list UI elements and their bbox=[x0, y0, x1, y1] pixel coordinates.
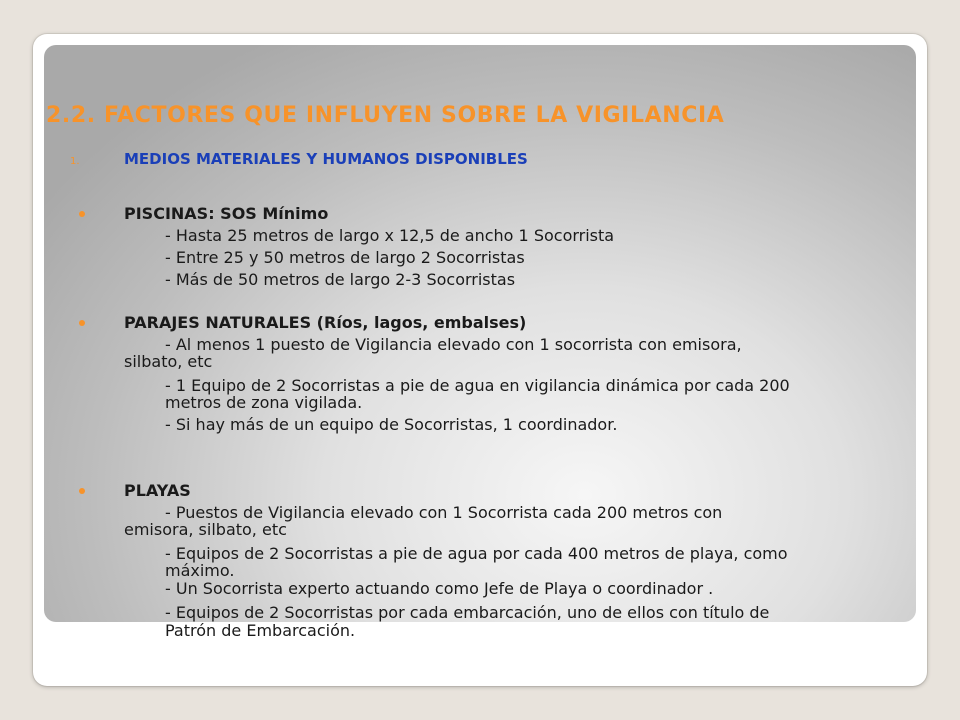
parajes-line: - 1 Equipo de 2 Socorristas a pie de agua en vigilancia dinámica por cada 200 bbox=[165, 376, 790, 395]
playas-line: - Equipos de 2 Socorristas por cada embarcación, uno de ellos con título de bbox=[165, 603, 770, 622]
bullet-icon bbox=[79, 488, 85, 494]
piscinas-line: - Más de 50 metros de largo 2-3 Socorristas bbox=[165, 270, 516, 289]
subheading-number: 1. bbox=[70, 156, 80, 167]
section-heading-piscinas: PISCINAS: SOS Mínimo bbox=[124, 204, 329, 223]
section-heading-playas: PLAYAS bbox=[124, 481, 191, 500]
slide-title: 2.2. FACTORES QUE INFLUYEN SOBRE LA VIGILANCIA bbox=[46, 103, 725, 128]
parajes-line: - Al menos 1 puesto de Vigilancia elevado con 1 socorrista con emisora, bbox=[165, 335, 742, 354]
bullet-icon bbox=[79, 211, 85, 217]
piscinas-line: - Entre 25 y 50 metros de largo 2 Socorristas bbox=[165, 248, 525, 267]
playas-line: - Puestos de Vigilancia elevado con 1 Socorrista cada 200 metros con bbox=[165, 503, 723, 522]
playas-line: - Un Socorrista experto actuando como Jefe de Playa o coordinador . bbox=[165, 579, 714, 598]
parajes-line: metros de zona vigilada. bbox=[165, 393, 363, 412]
playas-line: máximo. bbox=[165, 561, 235, 580]
bullet-icon bbox=[79, 320, 85, 326]
piscinas-line: - Hasta 25 metros de largo x 12,5 de ancho 1 Socorrista bbox=[165, 226, 615, 245]
playas-line: Patrón de Embarcación. bbox=[165, 621, 356, 640]
playas-line: - Equipos de 2 Socorristas a pie de agua por cada 400 metros de playa, como bbox=[165, 544, 788, 563]
section-heading-parajes: PARAJES NATURALES (Ríos, lagos, embalses) bbox=[124, 313, 527, 332]
parajes-line: silbato, etc bbox=[124, 352, 213, 371]
parajes-line: - Si hay más de un equipo de Socorristas, 1 coordinador. bbox=[165, 415, 618, 434]
playas-line: emisora, silbato, etc bbox=[124, 520, 287, 539]
subheading: MEDIOS MATERIALES Y HUMANOS DISPONIBLES bbox=[124, 150, 528, 168]
